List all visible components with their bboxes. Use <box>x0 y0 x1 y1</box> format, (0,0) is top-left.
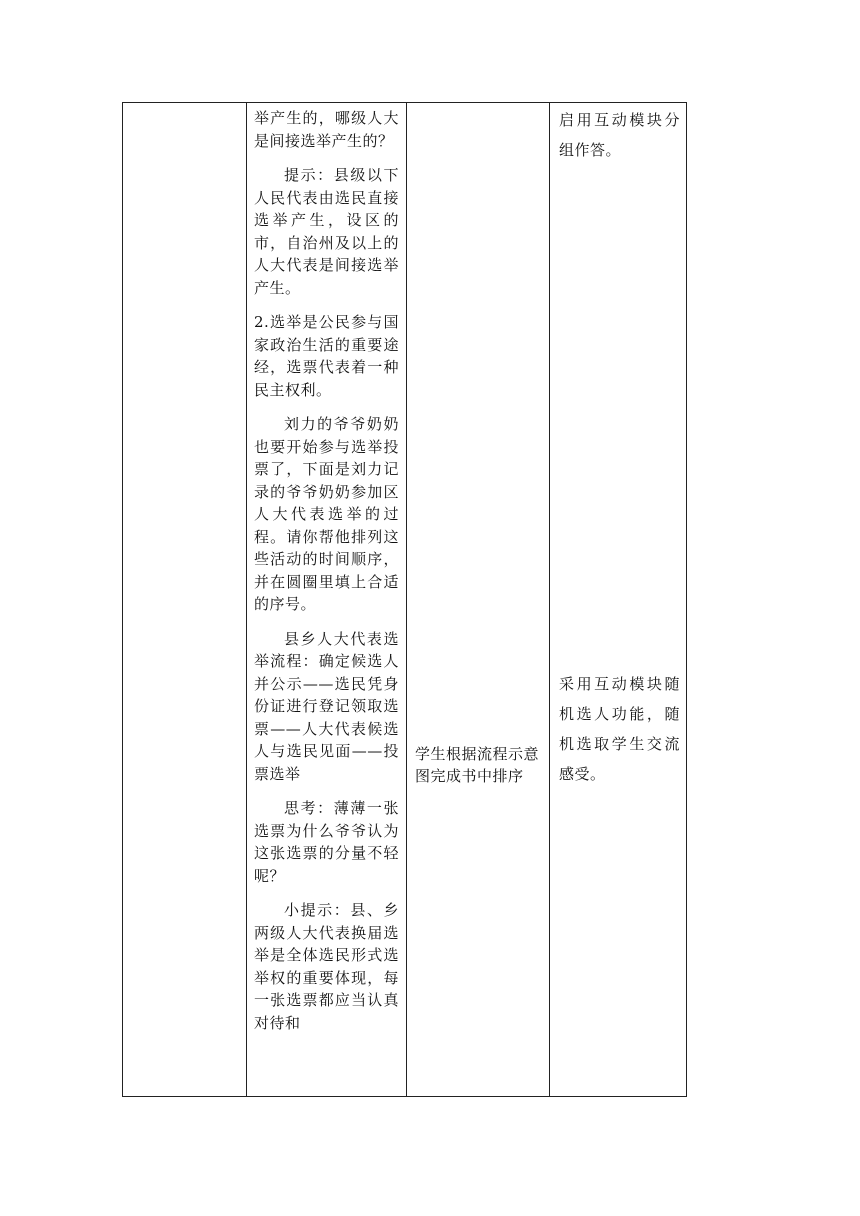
teaching-method-text: 采用互动模块随机选人功能，随机选取学生交流感受。 <box>559 675 680 783</box>
small-hint-paragraph: 小提示：县、乡两级人大代表换届选举是全体选民形式选举权的重要体现，每一张选票都应当认真对待和 <box>254 901 399 1032</box>
election-process-paragraph: 县乡人大代表选举流程：确定候选人并公示——选民凭身份证进行登记领取选票——人大代表候选人与选民见面——投票选举 <box>254 629 399 783</box>
column-2-cell <box>247 103 407 1097</box>
activity-paragraph: 刘力的爷爷奶奶也要开始参与选举投票了，下面是刘力记录的爷爷奶奶参加区人大代表选举的过程。请你帮他排列这些活动的时间顺序，并在圆圈里填上合适的序号。 <box>254 415 399 613</box>
hint-paragraph: 提示：县级以下人民代表由选民直接选举产生，设区的市，自治州及以上的人大代表是间接选举产生。 <box>254 166 399 297</box>
content-paragraph: 2.选举是公民参与国家政治生活的重要途经，选票代表着一种民主权利。 <box>254 313 399 399</box>
table-row <box>123 103 687 1097</box>
lesson-plan-table <box>122 102 687 1097</box>
column-1-cell <box>123 103 247 1097</box>
thinking-question-paragraph: 思考：薄薄一张选票为什么爷爷认为这张选票的分量不轻呢？ <box>254 799 399 885</box>
teaching-method-text: 启用互动模块分组作答。 <box>559 111 680 159</box>
content-paragraph: 举产生的，哪级人大是间接选举产生的？ <box>254 109 399 150</box>
column-3-cell <box>407 103 550 1097</box>
column-4-cell <box>550 103 687 1097</box>
student-activity-text: 学生根据流程示意图完成书中排序 <box>415 745 540 785</box>
